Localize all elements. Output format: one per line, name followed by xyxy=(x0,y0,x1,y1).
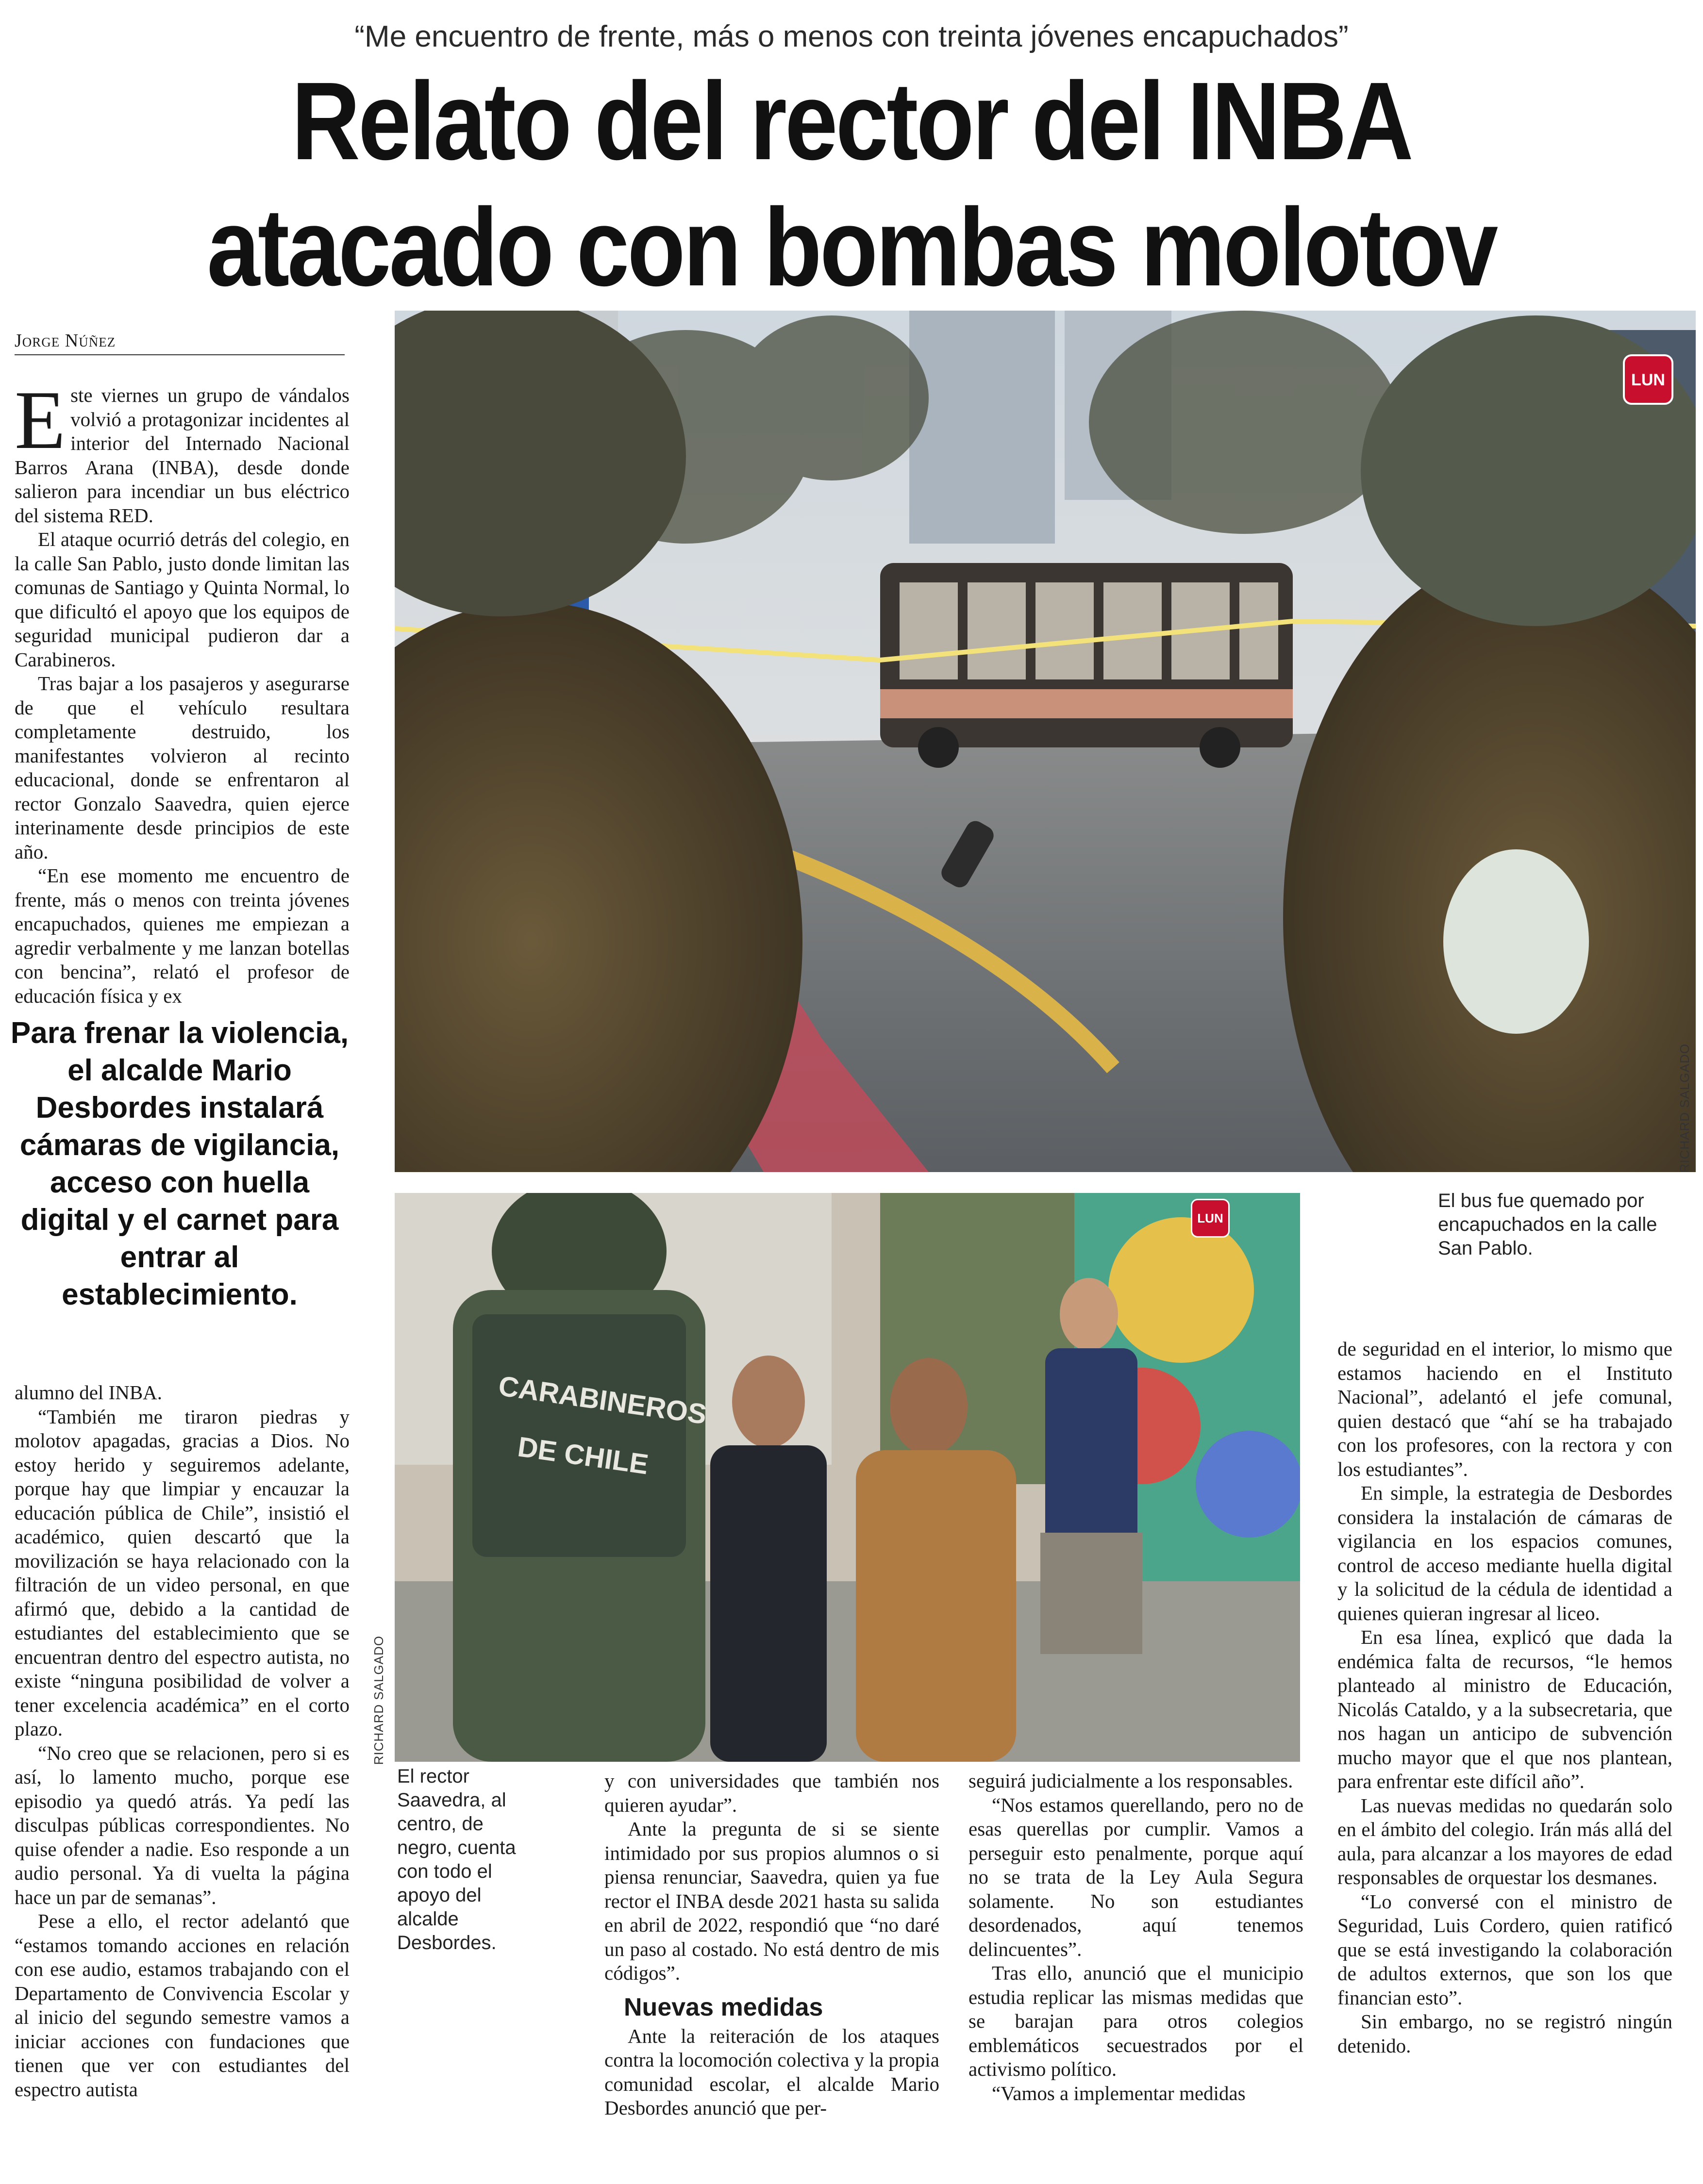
photo-credit-2: RICHARD SALGADO xyxy=(371,1636,386,1765)
headline xyxy=(119,58,1584,311)
paragraph-text: ste viernes un grupo de vándalos volvió a protagonizar incidentes al interior del Internado Nacional Barros Arana (INBA), desde donde salieron para incendiar un bus eléctrico del sistema RED. xyxy=(15,384,350,527)
paragraph: Pese a ello, el rector adelantó que “estamos tomando acciones en relación con ese audio, estamos trabajando con el Departamento de Convivencia Escolar y al inicio del segundo semestre vamos a iniciar acciones con fundaciones que tienen que ver con estudiantes del espectro autista xyxy=(15,1910,350,2101)
paragraph: de seguridad en el interior, lo mismo que estamos haciendo en el Instituto Nacional”, adelantó el jefe comunal, quien destacó que “ahí se ha trabajado con los profesores, con la rectora y con los estudiantes”. xyxy=(1337,1338,1672,1480)
paragraph: Sin embargo, no se registró ningún detenido. xyxy=(1337,2010,1672,2057)
vest-text-1: CARABINEROS xyxy=(496,1370,709,1431)
paragraph: Las nuevas medidas no quedarán solo en el ámbito del colegio. Irán más allá del aula, para alcanzar a los mayores de edad responsables de orquestar los desmanes. xyxy=(1337,1794,1672,1888)
article-column-3 xyxy=(604,1769,939,2120)
photo-rector-and-mayor xyxy=(395,1193,1300,1762)
paragraph: El ataque ocurrió detrás del colegio, en la calle San Pablo, justo donde limitan las comunas de Santiago y Quinta Normal, lo que dificultó el apoyo que los equipos de seguridad municipal pudieron dar a Carabineros. xyxy=(15,528,350,671)
paragraph: Tras bajar a los pasajeros y asegurarse de que el vehículo resultara completamente destruido, los manifestantes volvieron al recinto educacional, donde se enfrentaron al rector Gonzalo Saavedra, quien ejerce interinamente desde principios de este año. xyxy=(15,672,350,863)
photo-caption-1: El bus fue quemado por encapuchados en la calle San Pablo. xyxy=(1438,1190,1657,1259)
photo-burned-bus xyxy=(395,311,1696,1172)
paragraph: “Nos estamos querellando, pero no de esas querellas por cumplir. Vamos a perseguir esto penalmente, porque aquí no se trata de la Ley Aula Segura solamente. No son estudiantes desordenados, aquí tenemos delincuentes”. xyxy=(968,1793,1303,1960)
paragraph: “No creo que se relacionen, pero si es así, lo lamento mucho, porque ese episodio ya quedó atrás. Ya pedí las disculpas públicas correspondientes. No quise ofender a nadie. Eso responde a un audio personal. Ya di vuelta la página hace un par de semanas”. xyxy=(15,1741,350,1908)
paragraph: y con universidades que también nos quieren ayudar”. xyxy=(604,1770,939,1816)
article-column-5 xyxy=(1337,1337,1672,2058)
paragraph: “Lo conversé con el ministro de Seguridad, Luis Cordero, quien ratificó que se está investigando la colaboración de adultos externos, que son los que financian esto”. xyxy=(1337,1890,1672,2009)
photo-credit-1: RICHARD SALGADO xyxy=(1677,1043,1692,1173)
kicker-quote: “Me encuentro de frente, más o menos con treinta jóvenes encapuchados” xyxy=(354,20,1349,53)
paragraph: Ante la reiteración de los ataques contra la locomoción colectiva y la propia comunidad escolar, el alcalde Mario Desbordes anunció que per- xyxy=(604,2024,939,2119)
paragraph: alumno del INBA. xyxy=(15,1381,163,1404)
lun-logo-text: LUN xyxy=(1631,371,1665,389)
burned-bus xyxy=(880,563,1293,768)
paragraph: “También me tiraron piedras y molotov apagadas, gracias a Dios. No estoy herido y seguiremos adelante, porque hay que limpiar y encauzar la educación pública de Chile”, insistió el académico, quien descartó que la movilización se haya relacionado con la filtración de un video personal, en que afirmó que, debido a la cantidad de estudiantes del establecimiento que se encuentran dentro del espectro autista, no existe “ninguna posibilidad de volver a tener excelencia académica” en el corto plazo. xyxy=(15,1405,350,1740)
article-column-1-bottom xyxy=(15,1381,350,2101)
photo-rector-graphic xyxy=(395,1193,1300,1762)
headline-line-2: atacado con bombas molotov xyxy=(207,186,1496,309)
lun-logo-2 xyxy=(1191,1199,1230,1238)
dropcap: E xyxy=(15,374,66,466)
photo-burned-bus-graphic xyxy=(395,311,1696,1172)
subhead-nuevas-medidas: Nuevas medidas xyxy=(624,1993,823,2021)
lun-logo-2-text: LUN xyxy=(1197,1211,1223,1225)
byline: Jorge Núñez xyxy=(15,330,345,355)
paragraph: Tras ello, anunció que el municipio estudia replicar las mismas medidas que se barajan para otros colegios emblemáticos secuestrados por el activismo político. xyxy=(968,1962,1303,2080)
paragraph: seguirá judicialmente a los responsables. xyxy=(968,1770,1293,1792)
paragraph: “En ese momento me encuentro de frente, más o menos con treinta jóvenes encapuchados, quienes me empiezan a agredir verbalmente y me lanzan botellas con bencina”, relató el profesor de educación física y ex xyxy=(15,864,350,1007)
lun-logo xyxy=(1623,354,1673,405)
paragraph: “Vamos a implementar medidas xyxy=(992,2082,1246,2104)
pull-quote: Para frenar la violencia, el alcalde Mario Desbordes instalará cámaras de vigilancia, acceso con huella digital y el carnet para entrar al establecimiento. xyxy=(10,1016,349,1311)
paragraph: En simple, la estrategia de Desbordes considera la instalación de cámaras de vigilancia en los espacios comunes, control de acceso mediante huella digital y la solicitud de la cédula de identidad a quienes quieran ingresar al liceo. xyxy=(1337,1482,1672,1624)
paragraph: En esa línea, explicó que dada la endémica falta de recursos, “le hemos planteado al ministro de Educación, Nicolás Cataldo, y a la subsecretaria, que nos hagan un anticipo de subvención mucho mayor que el que nos plantean, para enfrentar este difícil año”. xyxy=(1337,1626,1672,1792)
article-column-4 xyxy=(968,1769,1303,2105)
lead-paragraph xyxy=(15,374,350,528)
headline-line-1: Relato del rector del INBA xyxy=(291,60,1412,183)
photo-caption-2: El rector Saavedra, al centro, de negro, cuenta con todo el apoyo del alcalde Desbordes. xyxy=(397,1766,516,1953)
article-column-1-top xyxy=(15,374,350,1008)
paragraph: Ante la pregunta de si se siente intimidado por sus propios alumnos o si piensa renunciar, Saavedra, quien ya fue rector el INBA desde 2021 hasta su salida en abril de 2022, respondió que “no daré un paso al costado. No está dentro de mis códigos”. xyxy=(604,1818,939,1984)
vest-text-2: DE CHILE xyxy=(516,1431,651,1481)
